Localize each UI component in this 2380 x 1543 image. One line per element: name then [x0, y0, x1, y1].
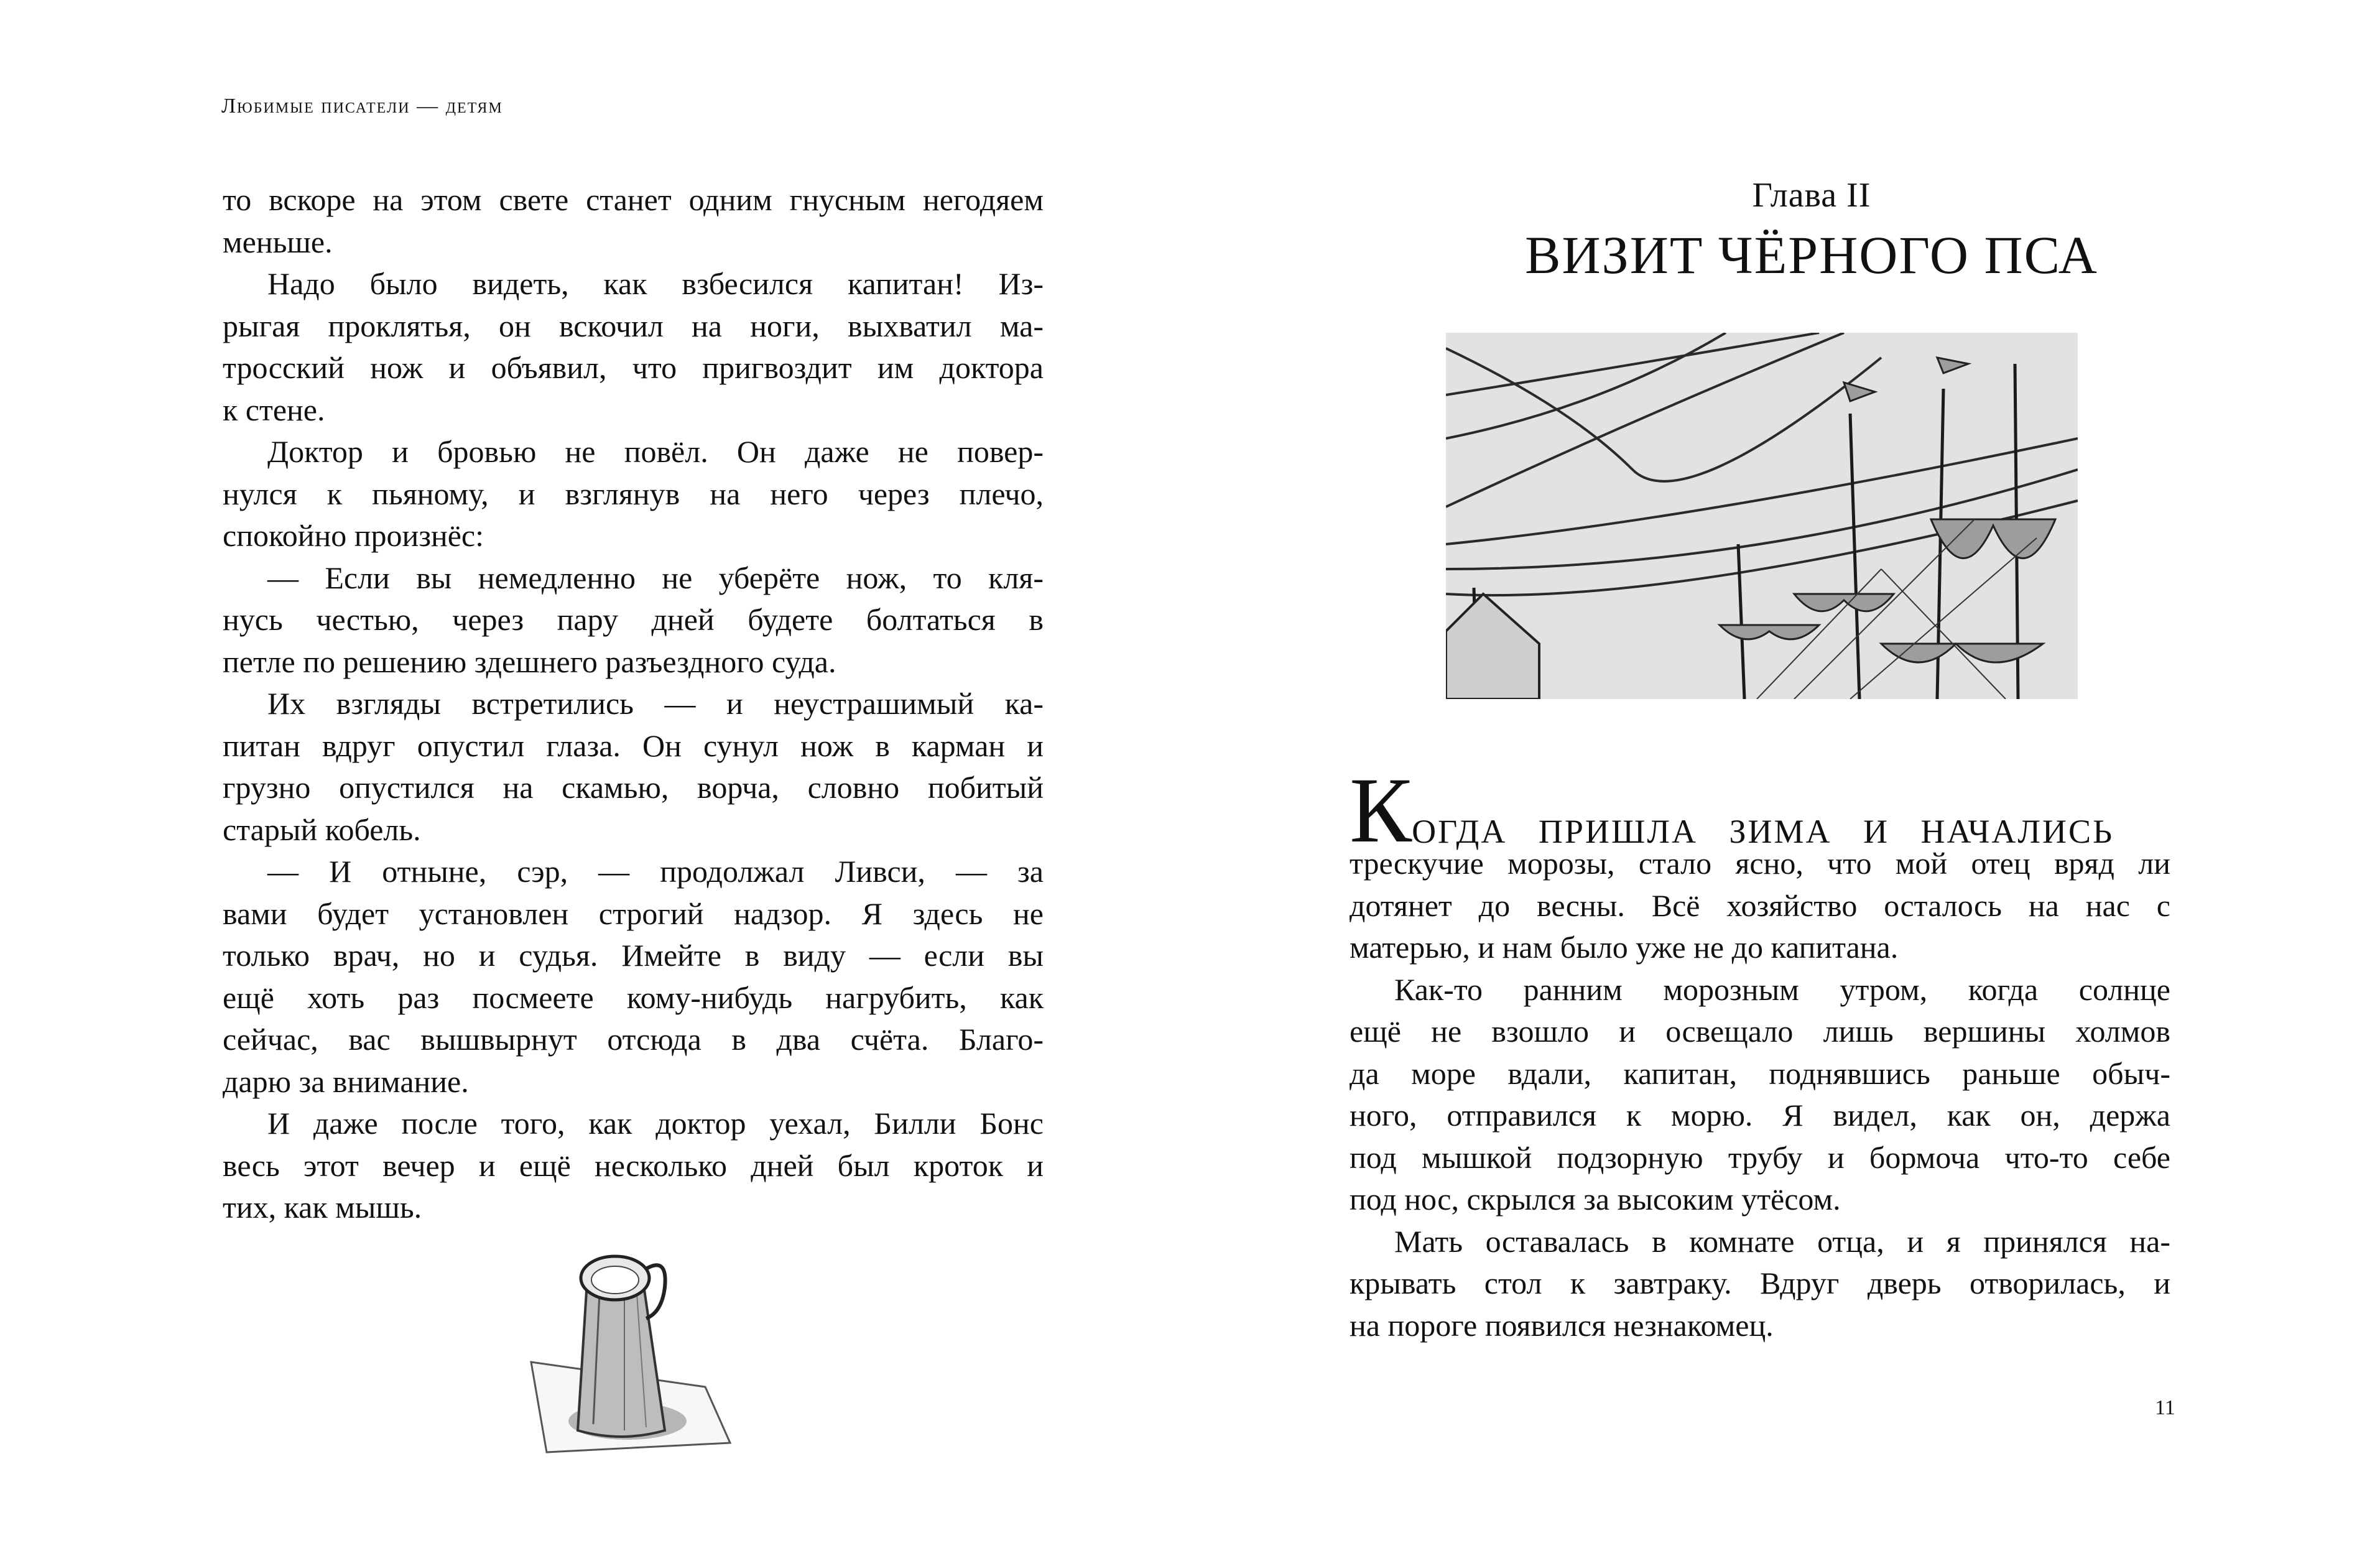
text-line: Надо было видеть, как взбесился капитан! Из-: [267, 266, 1044, 301]
text-line: И даже после того, как доктор уехал, Билли Бонс: [267, 1106, 1044, 1141]
text-line: трескучие морозы, стало ясно, что мой отец вряд ли: [1350, 846, 2170, 881]
right-page: [1190, 0, 2380, 1543]
text-line: под мышкой подзорную трубу и бормоча что-то себе: [1350, 1139, 2170, 1175]
mug-illustration: [519, 1244, 749, 1455]
chapter-title: ВИЗИТ ЧЁРНОГО ПСА: [1525, 225, 2098, 285]
text-line: к стене.: [223, 392, 325, 427]
opening-small-caps: ОГДА ПРИШЛА ЗИМА И НАЧАЛИСЬ: [1412, 813, 2114, 850]
running-head: Любимые писатели — детям: [221, 95, 503, 118]
text-line: нулся к пьяному, и взглянув на него через плечо,: [223, 476, 1044, 511]
text-line: тих, как мышь.: [223, 1190, 422, 1225]
text-line: петле по решению здешнего разъездного суда.: [223, 644, 836, 679]
paragraph: [1350, 1221, 2170, 1347]
text-line: да море вдали, капитан, поднявшись раньше обыч-: [1350, 1055, 2170, 1091]
text-line: нусь честью, через пару дней будете болтаться в: [223, 602, 1044, 637]
text-line: матерью, и нам было уже не до капитана.: [1350, 930, 1899, 965]
text-line: — Если вы немедленно не уберёте нож, то кля-: [267, 560, 1044, 595]
paragraph: [223, 431, 1044, 557]
text-line: тросский нож и объявил, что пригвоздит им доктора: [223, 350, 1044, 385]
text-line: ного, отправился к морю. Я видел, как он, держа: [1350, 1098, 2170, 1133]
text-line: спокойно произнёс:: [223, 518, 484, 553]
paragraph: [223, 557, 1044, 683]
paragraph: [223, 179, 1044, 263]
text-line: Доктор и бровью не повёл. Он даже не повер-: [267, 434, 1044, 469]
text-line: ещё не взошло и освещало лишь вершины холмов: [1350, 1014, 2170, 1049]
chapter-label: Глава II: [1752, 176, 1871, 215]
text-line: ещё хоть раз посмеете кому-нибудь нагрубить, как: [223, 980, 1044, 1015]
text-line: на пороге появился незнакомец.: [1350, 1307, 1774, 1343]
text-line: рыгая проклятья, он вскочил на ноги, выхватил ма-: [223, 308, 1044, 343]
paragraph: [223, 263, 1044, 431]
page-number: 11: [2155, 1396, 2175, 1419]
text-line: то вскоре на этом свете станет одним гнусным негодяем: [223, 182, 1044, 217]
text-line: грузно опустился на скамью, ворча, словно побитый: [223, 770, 1044, 805]
drop-cap: К: [1350, 759, 1412, 862]
text-line: крывать стол к завтраку. Вдруг дверь отворилась, и: [1350, 1266, 2170, 1300]
text-line: весь этот вечер и ещё несколько дней был кроток и: [223, 1147, 1044, 1183]
text-line: Как-то ранним морозным утром, когда солнце: [1394, 971, 2170, 1007]
text-line: дарю за внимание.: [223, 1063, 469, 1099]
text-line: под нос, скрылся за высоким утёсом.: [1350, 1182, 1841, 1216]
paragraph: [1350, 969, 2170, 1221]
left-body-text: [223, 179, 1044, 1229]
text-line: сейчас, вас вышвырнут отсюда в два счёта. Благо-: [223, 1022, 1044, 1057]
text-line: старый кобель.: [223, 812, 421, 847]
mug-sketch-icon: [519, 1244, 749, 1455]
text-line: дотянет до весны. Всё хозяйство осталось на нас с: [1350, 887, 2170, 923]
paragraph: [1350, 843, 2170, 969]
chapter-illustration: [1446, 333, 2078, 699]
text-line: питан вдруг опустил глаза. Он сунул нож в карман и: [223, 728, 1044, 763]
paragraph: [223, 683, 1044, 851]
text-line: вами будет установлен строгий надзор. Я здесь не: [223, 896, 1044, 931]
text-line: Мать оставалась в комнате отца, и я принялся на-: [1394, 1223, 2170, 1259]
paragraph: [223, 1103, 1044, 1229]
right-body-text: [1350, 843, 2170, 1346]
text-line: Их взгляды встретились — и неустрашимый ка-: [267, 686, 1044, 721]
text-line: только врач, но и судья. Имейте в виду — если вы: [223, 938, 1044, 973]
chapter-opening-line: [1350, 759, 2170, 862]
paragraph: [223, 851, 1044, 1103]
text-line: — И отныне, сэр, — продолжал Ливси, — за: [267, 854, 1044, 889]
ships-sketch-icon: [1446, 333, 2078, 699]
text-line: меньше.: [223, 224, 333, 259]
